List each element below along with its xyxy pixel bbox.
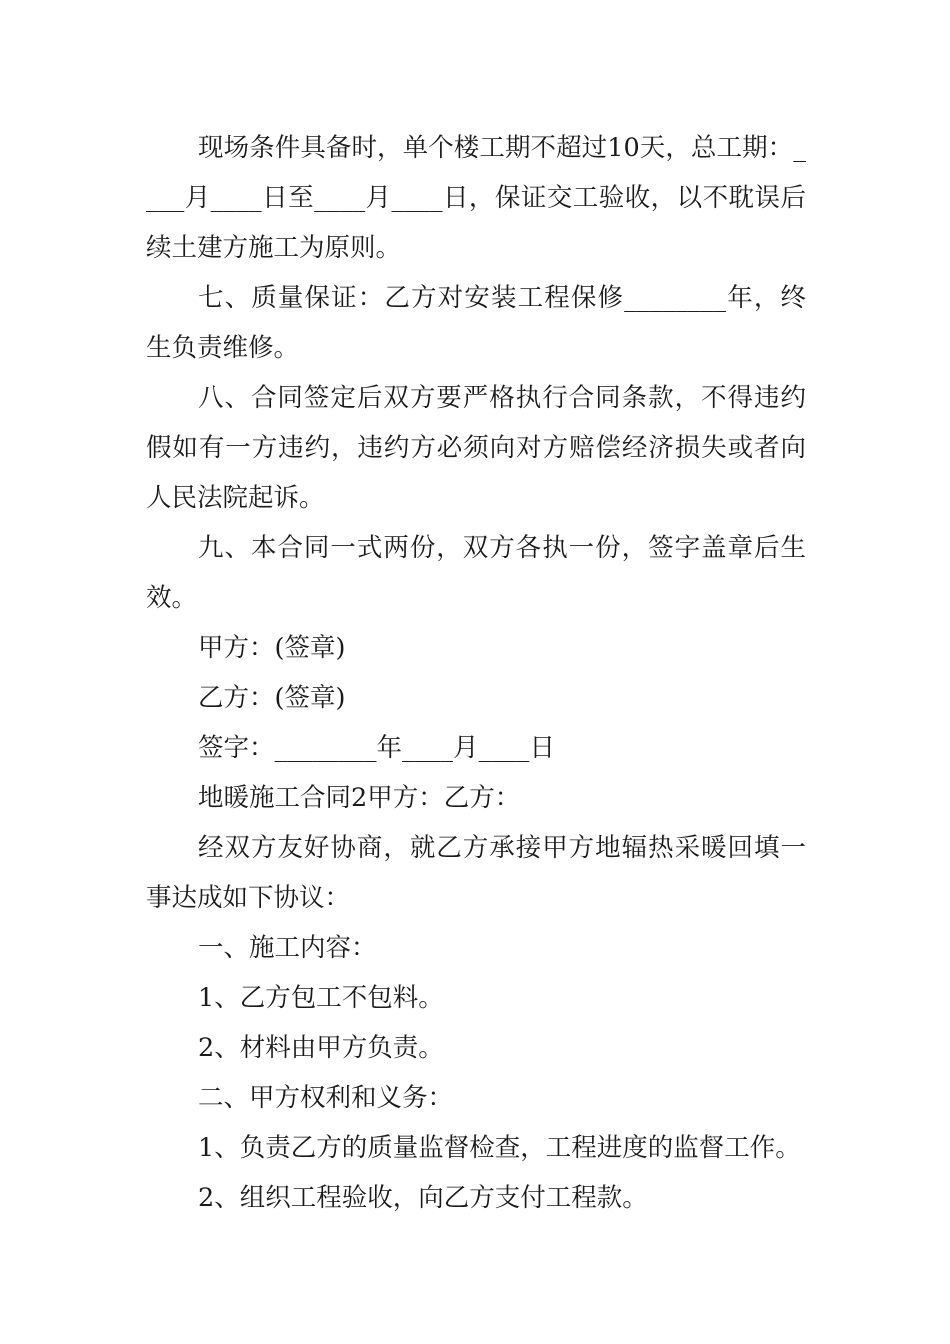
party-a-signature-line: 甲方：(签章) bbox=[198, 633, 346, 663]
item-acceptance-payment: 2、组织工程验收，向乙方支付工程款。 bbox=[198, 1183, 648, 1213]
contract-2-heading: 地暖施工合同2甲方：乙方： bbox=[198, 783, 521, 813]
item-quality-supervision: 1、负责乙方的质量监督检查，工程进度的监督工作。 bbox=[198, 1133, 801, 1163]
paragraph-quality-guarantee: 七、质量保证：乙方对安装工程保修________年，终生负责维修。 bbox=[146, 283, 806, 363]
paragraph-agreement-intro: 经双方友好协商，就乙方承接甲方地辐热采暖回填一事达成如下协议： bbox=[146, 833, 806, 913]
section-construction-content: 一、施工内容： bbox=[198, 933, 377, 963]
paragraph-breach-clause: 八、合同签定后双方要严格执行合同条款，不得违约假如有一方违约，违约方必须向对方赔偿经济损失或者向人民法院起诉。 bbox=[146, 383, 806, 513]
paragraph-schedule: 现场条件具备时，单个楼工期不超过10天，总工期：____月____日至____月____日，保证交工验收，以不耽误后续土建方施工为原则。 bbox=[146, 133, 806, 263]
section-party-a-duties: 二、甲方权利和义务： bbox=[198, 1083, 454, 1113]
document-body bbox=[146, 123, 806, 1223]
paragraph-copies-clause: 九、本合同一式两份，双方各执一份，签字盖章后生效。 bbox=[146, 533, 806, 613]
signing-date-line: 签字：________年____月____日 bbox=[198, 733, 556, 763]
party-b-signature-line: 乙方：(签章) bbox=[198, 683, 346, 713]
item-materials: 2、材料由甲方负责。 bbox=[198, 1033, 444, 1063]
item-labor-only: 1、乙方包工不包料。 bbox=[198, 983, 444, 1013]
